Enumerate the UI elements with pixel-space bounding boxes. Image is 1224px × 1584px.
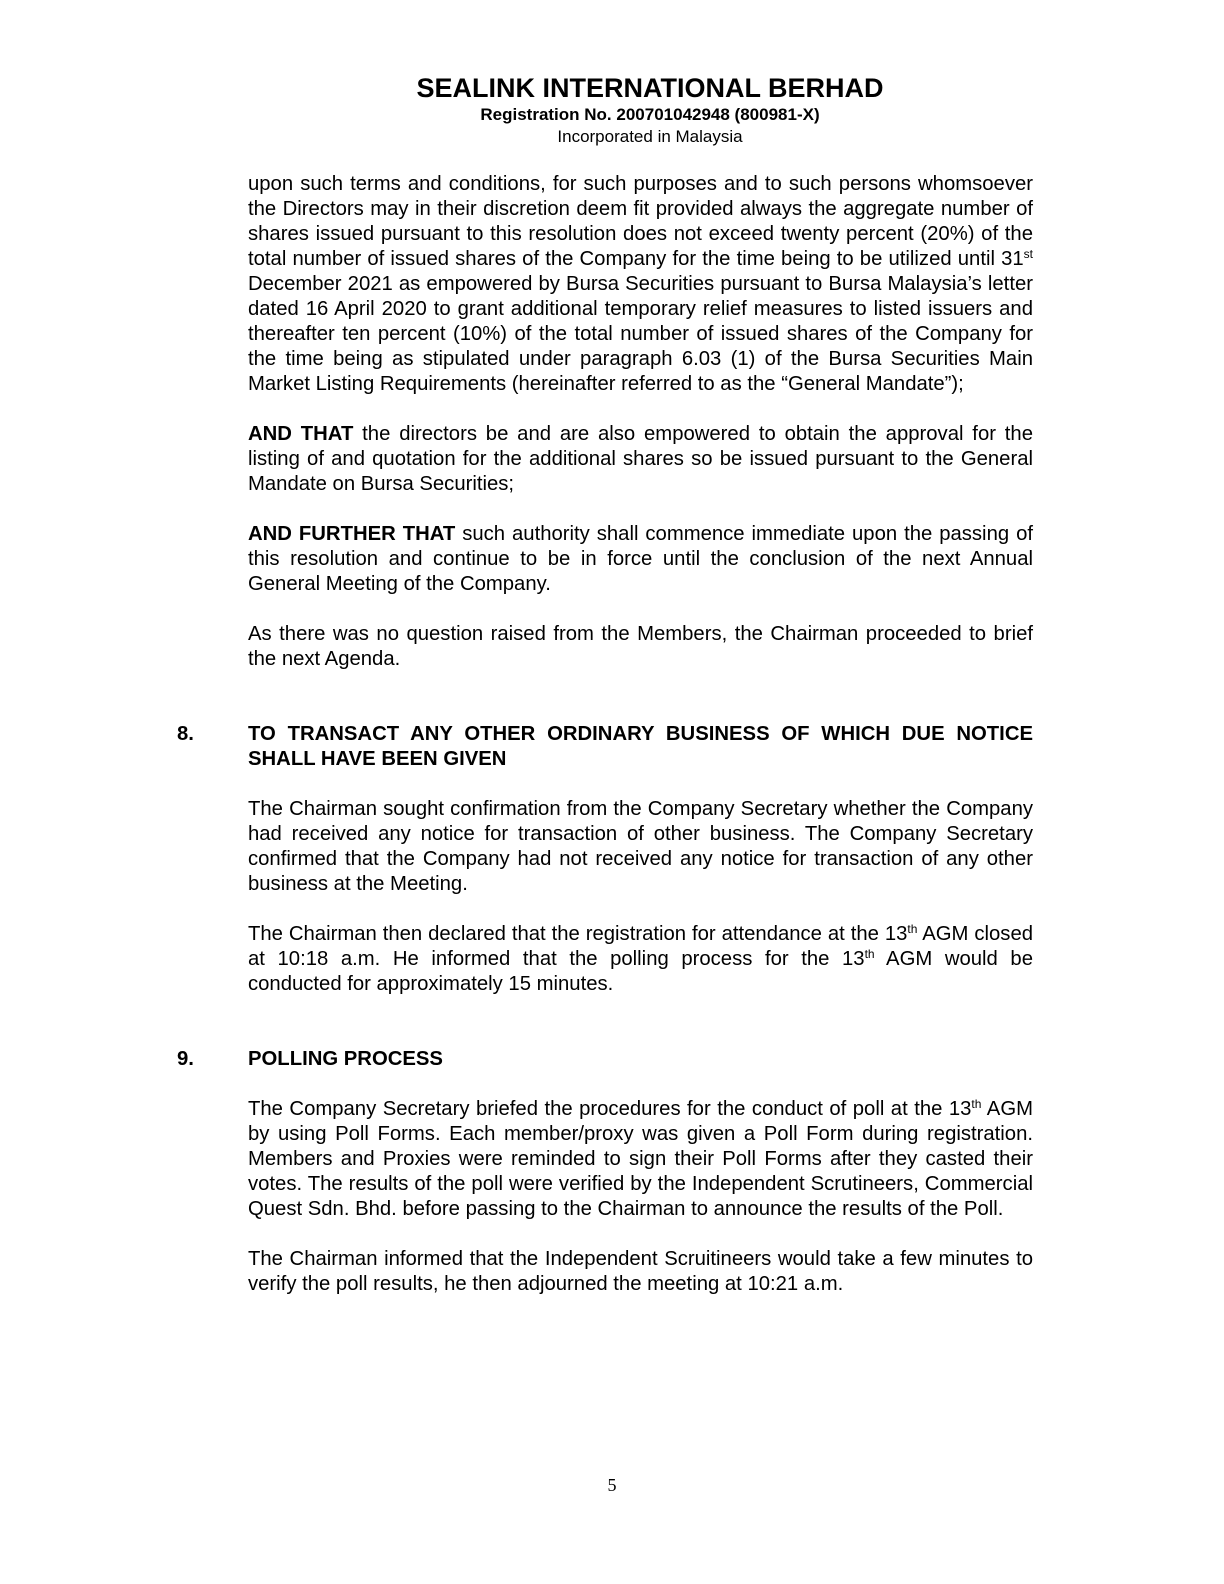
section-8-number: 8.: [177, 723, 194, 745]
section-8-title: TO TRANSACT ANY OTHER ORDINARY BUSINESS OF WHICH DUE NOTICE SHALL HAVE BEEN GIVEN: [248, 723, 1033, 770]
company-name: SEALINK INTERNATIONAL BERHAD: [416, 73, 884, 103]
section-9-paragraph-1: The Company Secretary briefed the procedures for the conduct of poll at the 13th AGM by using Poll Forms. Each member/proxy was given a Poll Form during registration. Members and Proxies were reminded to sign their Poll Forms after they casted their votes. The results of the poll were verified by the Independent Scrutineers, Commercial Quest Sdn. Bhd. before passing to the Chairman to announce the results of the Poll.: [248, 1097, 1033, 1220]
section-9-title: POLLING PROCESS: [248, 1048, 443, 1070]
section-8-paragraph-2: The Chairman then declared that the registration for attendance at the 13th AGM closed at 10:18 a.m. He informed that the polling process for the 13th AGM would be conducted for approximately 15 minutes.: [248, 922, 1033, 995]
resolution-paragraph: upon such terms and conditions, for such purposes and to such persons whomsoever the Directors may in their discretion deem fit provided always the aggregate number of shares issued pursuant to this resolution does not exceed twenty percent (20%) of the total number of issued shares of the Company for the time being to be utilized until 31st December 2021 as empowered by Bursa Securities pursuant to Bursa Malaysia’s letter dated 16 April 2020 to grant additional temporary relief measures to listed issuers and thereafter ten percent (10%) of the total number of issued shares of the Company for the time being as stipulated under paragraph 6.03 (1) of the Bursa Securities Main Market Listing Requirements (hereinafter referred to as the “General Mandate”);: [248, 173, 1033, 395]
section-9-number: 9.: [177, 1048, 194, 1070]
no-question-paragraph: As there was no question raised from the Members, the Chairman proceeded to brief the next Agenda.: [248, 623, 1033, 670]
and-further-that-paragraph: AND FURTHER THAT such authority shall commence immediate upon the passing of this resolution and continue to be in force until the conclusion of the next Annual General Meeting of the Company.: [248, 523, 1033, 595]
section-9-paragraph-2: The Chairman informed that the Independent Scruitineers would take a few minutes to verify the poll results, he then adjourned the meeting at 10:21 a.m.: [248, 1248, 1033, 1295]
document-header: [0, 72, 1224, 148]
page-number: 5: [607, 1475, 617, 1495]
and-further-that-lead: AND FURTHER THAT: [248, 523, 456, 545]
document-body: [177, 172, 1033, 1297]
registration-number: Registration No. 200701042948 (800981-X): [480, 105, 820, 124]
section-8-paragraph-1: The Chairman sought confirmation from the Company Secretary whether the Company had received any notice for transaction of other business. The Company Secretary confirmed that the Company had not received any notice for transaction of any other business at the Meeting.: [248, 798, 1033, 895]
section-9: [177, 1047, 1033, 1297]
incorporation-note: Incorporated in Malaysia: [557, 127, 743, 146]
and-that-lead: AND THAT: [248, 423, 354, 445]
and-that-paragraph: AND THAT the directors be and are also empowered to obtain the approval for the listing of and quotation for the additional shares so be issued pursuant to the General Mandate on Bursa Securities;: [248, 423, 1033, 495]
section-8: [177, 722, 1033, 997]
